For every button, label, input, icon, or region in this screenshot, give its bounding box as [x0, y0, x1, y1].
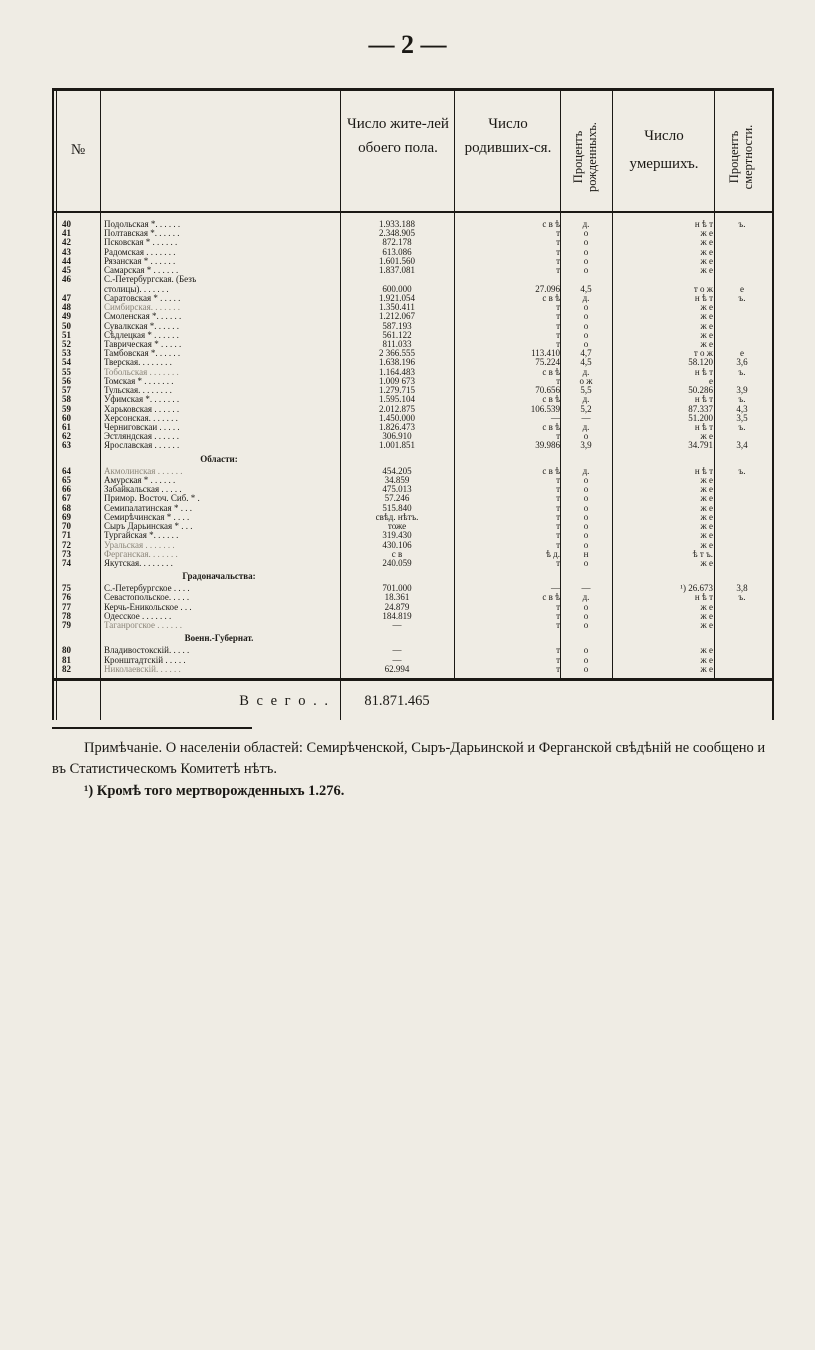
cell-births: с в ѣ	[542, 366, 560, 377]
cell-births: т	[556, 320, 560, 331]
cell-deaths: н ѣ т	[694, 366, 713, 377]
cell-births: т	[556, 620, 560, 631]
cell-births: т	[556, 431, 560, 442]
cell-num: 49	[62, 311, 71, 322]
cell-pbirth: о	[583, 265, 589, 276]
cell-deaths: н ѣ т	[694, 592, 713, 603]
cell-pbirth: д.	[582, 465, 590, 476]
cell-pbirth: 4,5	[580, 357, 592, 368]
cell-births: с в ѣ	[542, 592, 560, 603]
cell-name: Радомская . . . . . . .	[104, 246, 176, 257]
cell-name: Ярославская . . . . . .	[104, 440, 180, 451]
cell-deaths: е	[709, 375, 713, 386]
table-row	[52, 665, 774, 674]
cell-name: Семирѣчинская * . . . .	[104, 511, 190, 522]
cell-name: Владивостокскій. . . . .	[104, 645, 190, 656]
cell-births: т	[556, 654, 560, 665]
cell-deaths: ж е	[700, 228, 713, 239]
cell-pop: 1.601.560	[379, 255, 415, 266]
cell-pop: 57.246	[384, 493, 410, 504]
cell-births: т	[556, 539, 560, 550]
cell-name: Николаевскій. . . . . .	[104, 663, 181, 674]
cell-pop: 475.013	[382, 484, 412, 495]
cell-num: 64	[62, 465, 71, 476]
cell-name: Семипалатинская * . . .	[104, 502, 192, 513]
cell-pop: 319.430	[382, 530, 412, 541]
cell-name: Одесское . . . . . . .	[104, 610, 172, 621]
cell-name: Псковская * . . . . . .	[104, 237, 178, 248]
cell-deaths: ж е	[700, 302, 713, 313]
cell-pop: 1.638.196	[379, 357, 415, 368]
cell-births: т	[556, 601, 560, 612]
cell-pbirth: о	[583, 246, 589, 257]
cell-births: т	[556, 484, 560, 495]
cell-num: 42	[62, 237, 71, 248]
cell-deaths: ж е	[700, 620, 713, 631]
cell-num: 74	[62, 557, 71, 568]
cell-name: С.-Петербургская. (Безъ	[104, 274, 197, 285]
cell-deaths: ж е	[700, 601, 713, 612]
cell-pop: 1.001.851	[379, 440, 415, 451]
cell-name: Тамбовская *. . . . . .	[104, 348, 181, 359]
cell-births: ѣ д.	[546, 548, 560, 559]
cell-pdeath: ъ.	[738, 422, 746, 432]
cell-deaths: ж е	[700, 320, 713, 331]
cell-deaths: 51.200	[688, 412, 713, 423]
cell-deaths: 87.337	[688, 403, 713, 414]
cell-pop: 1.212.067	[379, 311, 415, 322]
cell-births: 106.539	[530, 403, 560, 414]
cell-births: т	[556, 302, 560, 313]
header-birth-percent: Процентъ рожденныхъ.	[571, 122, 599, 192]
cell-num: 57	[62, 385, 71, 396]
cell-num: 52	[62, 338, 71, 349]
cell-pbirth: о	[583, 302, 589, 313]
cell-name: Сыръ Дарьинская * . . .	[104, 521, 193, 532]
cell-pbirth: 3,9	[580, 440, 592, 451]
cell-deaths: н ѣ т	[694, 292, 713, 303]
header-num: №	[70, 142, 86, 158]
cell-pdeath: ъ.	[738, 292, 746, 303]
cell-deaths: 34.791	[688, 440, 713, 451]
cell-num: 81	[62, 654, 71, 665]
cell-num: 46	[62, 274, 71, 285]
cell-num: 80	[62, 645, 71, 656]
cell-pop: 2.348.905	[379, 228, 415, 239]
cell-pop: 18.361	[384, 592, 410, 603]
cell-pdeath: ъ.	[738, 465, 746, 476]
cell-name: Херсонская. . . . . . .	[104, 412, 178, 423]
cell-num: 70	[62, 521, 71, 532]
cell-num: 82	[62, 663, 71, 674]
cell-births: т	[556, 557, 560, 568]
cell-deaths: ж е	[700, 237, 713, 248]
cell-pop: 306.910	[382, 431, 412, 442]
cell-births: —	[551, 583, 560, 594]
cell-pop: 1.826.473	[379, 422, 415, 432]
cell-pop: 1.837.081	[379, 265, 415, 276]
cell-deaths: ж е	[700, 645, 713, 656]
cell-pop: 24.879	[384, 601, 410, 612]
cell-pop: 1.279.715	[379, 385, 415, 396]
cell-name: Подольская *. . . . . .	[104, 219, 181, 229]
cell-pop: 1.009 673	[379, 375, 415, 386]
cell-pbirth: о	[583, 228, 589, 239]
cell-num: 51	[62, 329, 71, 340]
cell-name: С.-Петербургское . . . .	[104, 583, 190, 594]
cell-pop: 600.000	[382, 283, 412, 294]
cell-pbirth: о	[583, 539, 589, 550]
cell-births: с в ѣ	[542, 292, 560, 303]
cell-births: т	[556, 265, 560, 276]
cell-num: 72	[62, 539, 71, 550]
cell-name: Акмолинская . . . . . .	[104, 465, 183, 476]
cell-births: —	[551, 412, 560, 423]
cell-deaths: ж е	[700, 502, 713, 513]
cell-pop: тоже	[387, 521, 407, 532]
cell-name: Кронштадтскій . . . . .	[104, 654, 186, 665]
section-heading: Области:	[200, 453, 238, 464]
cell-pdeath: ъ.	[738, 394, 746, 405]
cell-num: 56	[62, 375, 71, 386]
cell-name: Амурская * . . . . . .	[104, 474, 176, 485]
cell-name: Забайкальская . . . . .	[104, 484, 182, 495]
cell-name: Сувалкская *. . . . . .	[104, 320, 179, 331]
cell-name: Самарская * . . . . . .	[104, 265, 179, 276]
cell-pop: с в	[391, 548, 403, 559]
cell-pop: 811.033	[382, 338, 412, 349]
cell-births: т	[556, 338, 560, 349]
header-death-percent: Процентъ смертности.	[727, 124, 755, 190]
cell-pop: 561.122	[382, 329, 412, 340]
cell-births: т	[556, 474, 560, 485]
cell-num: 54	[62, 357, 71, 368]
cell-pdeath: е	[740, 348, 744, 359]
header-population: Число жите-лей обоего пола.	[347, 116, 449, 156]
cell-pop: 184.819	[382, 610, 412, 621]
cell-pbirth: 4,7	[580, 348, 592, 359]
cell-num: 50	[62, 320, 71, 331]
cell-pbirth: о	[583, 557, 589, 568]
cell-pop: 1.450.000	[379, 412, 415, 423]
cell-pbirth: о	[583, 521, 589, 532]
cell-pbirth: о	[583, 320, 589, 331]
cell-pop: —	[392, 654, 402, 665]
cell-deaths: ж е	[700, 557, 713, 568]
cell-name: Смоленская *. . . . . .	[104, 311, 182, 322]
cell-num: 44	[62, 255, 71, 266]
cell-pbirth: д.	[582, 366, 590, 377]
cell-deaths: н ѣ т	[694, 465, 713, 476]
cell-num: 53	[62, 348, 71, 359]
cell-births: 113.410	[531, 348, 560, 359]
table-row	[52, 559, 774, 568]
cell-name: Тверская. . . . . . . .	[104, 357, 172, 368]
cell-deaths: ж е	[700, 530, 713, 541]
cell-num: 68	[62, 502, 71, 513]
cell-num: 67	[62, 493, 71, 504]
cell-num: 75	[62, 583, 71, 594]
cell-num: 48	[62, 302, 71, 313]
page-number: — 2 —	[368, 30, 447, 59]
cell-pdeath: ъ.	[738, 366, 746, 377]
cell-deaths: н ѣ т	[694, 422, 713, 432]
cell-pbirth: о	[583, 338, 589, 349]
cell-deaths: ж е	[700, 484, 713, 495]
cell-pbirth: о	[583, 329, 589, 340]
cell-pbirth: о	[583, 311, 589, 322]
cell-name: Якутская. . . . . . . .	[104, 557, 173, 568]
cell-name: Саратовская * . . . . .	[104, 292, 181, 303]
cell-births: т	[556, 663, 560, 674]
cell-pbirth: о	[583, 502, 589, 513]
cell-pop: 2 366.555	[379, 348, 415, 359]
cell-pop: 701.000	[382, 583, 412, 594]
cell-deaths: ѣ т ъ.	[692, 548, 713, 559]
cell-num: 62	[62, 431, 71, 442]
cell-births: т	[556, 511, 560, 522]
cell-deaths: ж е	[700, 265, 713, 276]
cell-num: 73	[62, 548, 71, 559]
cell-pbirth: о	[583, 620, 589, 631]
cell-births: т	[556, 521, 560, 532]
cell-num: 45	[62, 265, 71, 276]
cell-name: Севастопольское. . . . .	[104, 592, 190, 603]
total-value: 81.871.465	[364, 693, 430, 709]
cell-births: т	[556, 255, 560, 266]
total-row	[52, 692, 774, 711]
table-note: Примѣчаніе. О населеніи областей: Семирѣченской, Сыръ-Дарьинской и Ферганской свѣдѣній не сообщено и въ Статистическомъ Комитетѣ нѣтъ.	[52, 740, 766, 777]
cell-pbirth: о	[583, 431, 589, 442]
section-heading: Военн.-Губернат.	[184, 633, 254, 644]
cell-pbirth: д.	[582, 219, 590, 229]
cell-pdeath: 3,5	[736, 412, 748, 423]
cell-name: Рязанская * . . . . . .	[104, 255, 176, 266]
cell-deaths: ж е	[700, 654, 713, 665]
header-deaths: Число умершихъ.	[629, 128, 699, 172]
cell-pbirth: о	[583, 645, 589, 656]
cell-births: т	[556, 502, 560, 513]
cell-births: 39.986	[535, 440, 560, 451]
cell-deaths: ж е	[700, 610, 713, 621]
header-births: Число родивших-ся.	[464, 116, 552, 156]
cell-pbirth: о	[583, 484, 589, 495]
cell-pdeath: ъ.	[738, 592, 746, 603]
cell-num: 55	[62, 366, 71, 377]
cell-deaths: ж е	[700, 539, 713, 550]
cell-deaths: т о ж	[693, 283, 713, 294]
cell-births: т	[556, 228, 560, 239]
statistics-table	[52, 88, 774, 720]
cell-name: Черниговскаи . . . . .	[104, 422, 180, 432]
cell-num: 60	[62, 412, 71, 423]
cell-pdeath: 3,8	[736, 583, 748, 594]
cell-deaths: ж е	[700, 511, 713, 522]
cell-pbirth: д.	[582, 292, 590, 303]
cell-pbirth: —	[581, 412, 591, 423]
cell-pop: 454.205	[382, 465, 412, 476]
cell-pdeath: 4,3	[736, 403, 748, 414]
cell-pop: свѣд. нѣтъ.	[375, 511, 419, 522]
cell-deaths: ж е	[700, 329, 713, 340]
cell-deaths: ж е	[700, 493, 713, 504]
cell-num: 59	[62, 403, 71, 414]
cell-births: т	[556, 237, 560, 248]
cell-deaths: ж е	[700, 338, 713, 349]
cell-name: Уральская . . . . . . .	[104, 539, 175, 550]
cell-num: 78	[62, 610, 71, 621]
table-row	[52, 621, 774, 630]
cell-pop: 240.059	[382, 557, 412, 568]
cell-pdeath: 3,4	[736, 440, 748, 451]
cell-pbirth: о	[583, 511, 589, 522]
cell-pbirth: о	[583, 530, 589, 541]
cell-name: Тульская. . . . . . . .	[104, 385, 172, 396]
footnote-1: ¹) Кромѣ того мертворожденныхъ 1.276.	[84, 783, 345, 799]
cell-deaths: ж е	[700, 255, 713, 266]
cell-births: т	[556, 610, 560, 621]
cell-pop: 1.921.054	[379, 292, 415, 303]
cell-deaths: ¹) 26.673	[680, 583, 713, 594]
table-row	[52, 441, 774, 450]
cell-num: 76	[62, 592, 71, 603]
cell-deaths: ж е	[700, 663, 713, 674]
cell-name: Таганрогское . . . . . .	[104, 620, 182, 631]
cell-births: с в ѣ	[542, 465, 560, 476]
cell-births: 70.656	[535, 385, 560, 396]
cell-num: 77	[62, 601, 71, 612]
cell-num: 41	[62, 228, 71, 239]
cell-deaths: ж е	[700, 246, 713, 257]
cell-num: 71	[62, 530, 71, 541]
section-heading: Градоначальства:	[182, 571, 256, 582]
cell-name: Керчь-Еникольское . . .	[104, 601, 192, 612]
cell-name: Уфимская *. . . . . . .	[104, 394, 180, 405]
cell-pbirth: о	[583, 654, 589, 665]
cell-pop: 1.933.188	[379, 219, 415, 229]
cell-births: т	[556, 329, 560, 340]
cell-name: Тургайская *. . . . . .	[104, 530, 179, 541]
cell-pop: 1.350.411	[379, 302, 415, 313]
cell-pop: 34.859	[384, 474, 410, 485]
cell-pop: 587.193	[382, 320, 412, 331]
cell-deaths: 50.286	[688, 385, 713, 396]
cell-pdeath: е	[740, 283, 744, 294]
cell-pop: 430.106	[382, 539, 412, 550]
cell-births: т	[556, 246, 560, 257]
cell-births: 75.224	[535, 357, 560, 368]
cell-deaths: н ѣ т	[694, 219, 713, 229]
cell-pbirth: д.	[582, 394, 590, 405]
cell-deaths: ж е	[700, 474, 713, 485]
cell-num: 58	[62, 394, 71, 405]
cell-births: с в ѣ	[542, 219, 560, 229]
cell-pbirth: о	[583, 663, 589, 674]
cell-pbirth: н	[583, 548, 589, 559]
cell-num: 63	[62, 440, 71, 451]
cell-pbirth: д.	[582, 592, 590, 603]
cell-num: 65	[62, 474, 71, 485]
cell-pop: 2.012.875	[379, 403, 415, 414]
cell-pbirth: д.	[582, 422, 590, 432]
cell-births: т	[556, 493, 560, 504]
cell-births: т	[556, 375, 560, 386]
cell-num: 69	[62, 511, 71, 522]
cell-pbirth: о	[583, 610, 589, 621]
cell-births: с в ѣ	[542, 422, 560, 432]
cell-num: 47	[62, 292, 71, 303]
cell-pdeath: 3,9	[736, 385, 748, 396]
cell-pdeath: ъ.	[738, 219, 746, 229]
cell-deaths: н ѣ т	[694, 394, 713, 405]
cell-pbirth: о	[583, 237, 589, 248]
cell-name: Таврическая * . . . . .	[104, 338, 182, 349]
cell-pbirth: 5,2	[580, 403, 592, 414]
cell-num: 40	[62, 219, 71, 229]
cell-births: с в ѣ	[542, 394, 560, 405]
cell-pbirth: —	[581, 583, 591, 594]
cell-name: Примор. Восточ. Сиб. * .	[104, 493, 200, 504]
cell-name: Сѣдлецкая * . . . . . .	[104, 329, 179, 340]
cell-name: столицы). . . . . . .	[104, 283, 169, 294]
cell-deaths: 58.120	[688, 357, 713, 368]
cell-pop: 872.178	[382, 237, 412, 248]
cell-pop: 1.595.104	[379, 394, 415, 405]
cell-births: т	[556, 311, 560, 322]
cell-pbirth: о	[583, 255, 589, 266]
cell-name: Тобольская . . . . . . .	[104, 366, 179, 377]
cell-pop: —	[392, 645, 402, 656]
cell-pbirth: 5,5	[580, 385, 592, 396]
cell-pop: 62.994	[384, 663, 410, 674]
cell-pop: —	[392, 620, 402, 631]
cell-births: т	[556, 530, 560, 541]
cell-pbirth: о	[583, 474, 589, 485]
cell-name: Полтавская *. . . . . .	[104, 228, 180, 239]
cell-deaths: ж е	[700, 521, 713, 532]
cell-deaths: т о ж	[693, 348, 713, 359]
cell-pop: 613.086	[382, 246, 412, 257]
cell-num: 66	[62, 484, 71, 495]
cell-births: 27.096	[535, 283, 560, 294]
cell-num: 79	[62, 620, 71, 631]
cell-pop: 1.164.483	[379, 366, 415, 377]
cell-name: Ферганская. . . . . . .	[104, 548, 178, 559]
cell-name: Томская * . . . . . . .	[104, 375, 174, 386]
cell-pbirth: 4,5	[580, 283, 592, 294]
cell-num: 61	[62, 422, 71, 432]
cell-num: 43	[62, 246, 71, 257]
cell-pop: 515.840	[382, 502, 412, 513]
total-label: В с е г о . .	[239, 693, 330, 709]
cell-pdeath: 3,6	[736, 357, 748, 368]
cell-name: Симбирская. . . . . . .	[104, 302, 181, 313]
cell-deaths: ж е	[700, 431, 713, 442]
cell-pbirth: о ж	[579, 375, 593, 386]
cell-births: т	[556, 645, 560, 656]
cell-pbirth: о	[583, 601, 589, 612]
cell-name: Харьковская . . . . . .	[104, 403, 180, 414]
cell-deaths: ж е	[700, 311, 713, 322]
cell-pbirth: о	[583, 493, 589, 504]
cell-name: Эстляндская . . . . . .	[104, 431, 180, 442]
